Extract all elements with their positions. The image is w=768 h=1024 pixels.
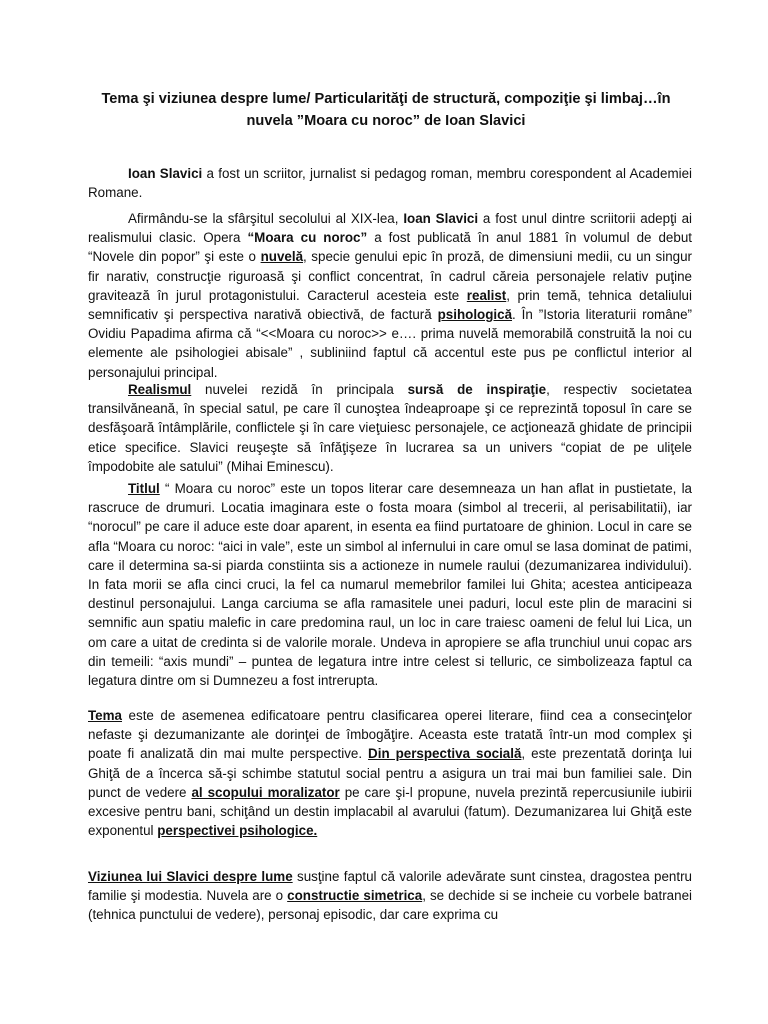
emphasis-underlined-text: Titlul: [128, 481, 160, 496]
emphasis-underlined-text: nuvelă: [260, 249, 304, 265]
emphasis-underlined-text: Tema: [88, 708, 122, 723]
body-text: este de asemenea edificatoare pentru clasificarea operei literare, fiind cea a consecinţelor nefaste şi dezumanizante ale dorinţei de îmbogăţire. Aceasta este tratată într-un mod complex şi poate fi analizată din mai multe perspective.: [88, 708, 692, 762]
emphasis-text: Ioan Slavici: [128, 166, 203, 181]
emphasis-underlined-text: Din perspectiva socială: [368, 746, 522, 762]
body-text: nuvelei rezidă în principala: [191, 382, 408, 397]
body-text: pe care şi-l propune, nuvela prezintă repercusiunile iubirii excesive pentru bani, schiţând un destin implacabil al avarului (fatum). Dezumanizarea lui Ghiţă este exponentul: [88, 784, 693, 839]
body-text: a fost publicată în anul 1881 în volumul de debut “Novele din popor” şi este o: [88, 230, 692, 265]
emphasis-underlined-text: psihologică: [437, 307, 513, 323]
body-text: , specie genului epic în proză, de dimensiuni medii, cu un singur fir narativ, construcţie riguroasă şi conflict concentrat, în cadrul căreia personajele relativ puţine gravitează în jurul protagonistului. Caracterul acesteia este: [88, 249, 693, 303]
body-text: , respectiv societatea transilvăneană, în special satul, pe care îl cunoştea îndeaproape şi ce reprezintă toposul în care se desfăşoară întâmplările, conflictele şi în care vieţuiesc personajele, ce acţionează ghidate de principii etice specifice. Slavici reuşeşte să înfăţişeze în lucrarea sa un univers “copiat de pe uliţele împodobite ale satului” (Mihai Eminescu).: [88, 382, 692, 474]
emphasis-underlined-text: Realismul: [128, 382, 192, 397]
paragraph-worldview: [88, 867, 692, 925]
emphasis-text: Ioan Slavici: [403, 211, 479, 226]
emphasis-underlined-text: constructie simetrica: [287, 888, 423, 904]
body-text: a fost unul dintre scriitorii adepţi ai realismului clasic. Opera: [88, 211, 693, 246]
emphasis-underlined-text: perspectivei psihologice.: [157, 823, 318, 839]
paragraph-theme: [88, 706, 692, 840]
emphasis-underlined-text: al scopului moralizator: [191, 784, 340, 800]
body-text: , se dechide si se incheie cu vorbele batranei (tehnica punctului de vedere), personaj episodic, dar care exprima cu: [88, 888, 692, 923]
body-text: , prin temă, tehnica detaliului semnificativ şi perspectiva narativă obiectivă, de factură: [88, 287, 692, 323]
paragraph-author-intro: [88, 164, 692, 202]
paragraph-title-analysis: [88, 479, 692, 690]
paragraph-context: [88, 209, 692, 382]
body-text: . În ”Istoria literaturii române” Ovidiu Papadima afirma că “<<Moara cu noroc>> e…. prima nuvelă memorabilă construită la noi cu elemente ale psihologiei abisale” , subliniind faptul că accentul este pus pe conflictul interior al personajului principal.: [88, 307, 692, 380]
body-text: Afirmându-se la sfârşitul secolului al XIX-lea,: [128, 211, 404, 226]
emphasis-text: sursă de inspiraţie: [407, 382, 547, 397]
body-text: a fost un scriitor, jurnalist si pedagog roman, membru corespondent al Academiei Romane.: [88, 166, 692, 201]
body-text: susţine faptul că valorile adevărate sunt cinstea, dragostea pentru familie şi modestia. Nuvela are o: [88, 869, 692, 904]
body-text: , este prezentată dorinţa lui Ghiţă de a încerca să-şi schimbe statutul social pentru a asigura un trai mai bun familiei sale. Din punct de vedere: [88, 746, 692, 800]
emphasis-underlined-text: Viziunea lui Slavici despre lume: [88, 869, 293, 884]
paragraph-realism: [88, 380, 692, 476]
emphasis-underlined-text: realist: [466, 287, 507, 303]
document-title: Tema şi viziunea despre lume/ Particularităţi de structură, compoziţie şi limbaj…în nuvela ”Moara cu noroc” de Ioan Slavici: [101, 91, 671, 129]
emphasis-text: “Moara cu noroc”: [247, 230, 368, 246]
body-text: “ Moara cu noroc” este un topos literar care desemneaza un han aflat in pustietate, la rascruce de drumuri. Locatia imaginara este o fosta moara (simbol al trecerii, al perisabilitatii), iar “norocul” pe care il aduce este doar aparent, in esenta ea fiind purtatoare de ghinion. Locul in care se afla “Moara cu noroc: “aici in vale”, este un simbol al infernului in care omul se lasa dominat de patimi, care il determina sa-si piarda constiinta sis a actioneze in numele raului (dezumanizarea individului). In fata morii se afla cinci cruci, la fel ca numarul memebrilor familei lui Ghita; acestea anticipeaza destinul personajului. Langa carciuma se afla ramasitele unei paduri, locul este plin de maracini si semnific aun spatiu malefic in care predomina raul, un loc in care traiesc oameni de felul lui Lica, un om care a uitat de credinta si de valorile morale. Undeva in apropiere se afla trunchiul unui copac ars din temeili: “axis mundi” – puntea de legatura intre intre celest si telluric, ce simbolizeaza faptul ca legatura dintre om si Dumnezeu a fost intrerupta.: [88, 481, 692, 689]
